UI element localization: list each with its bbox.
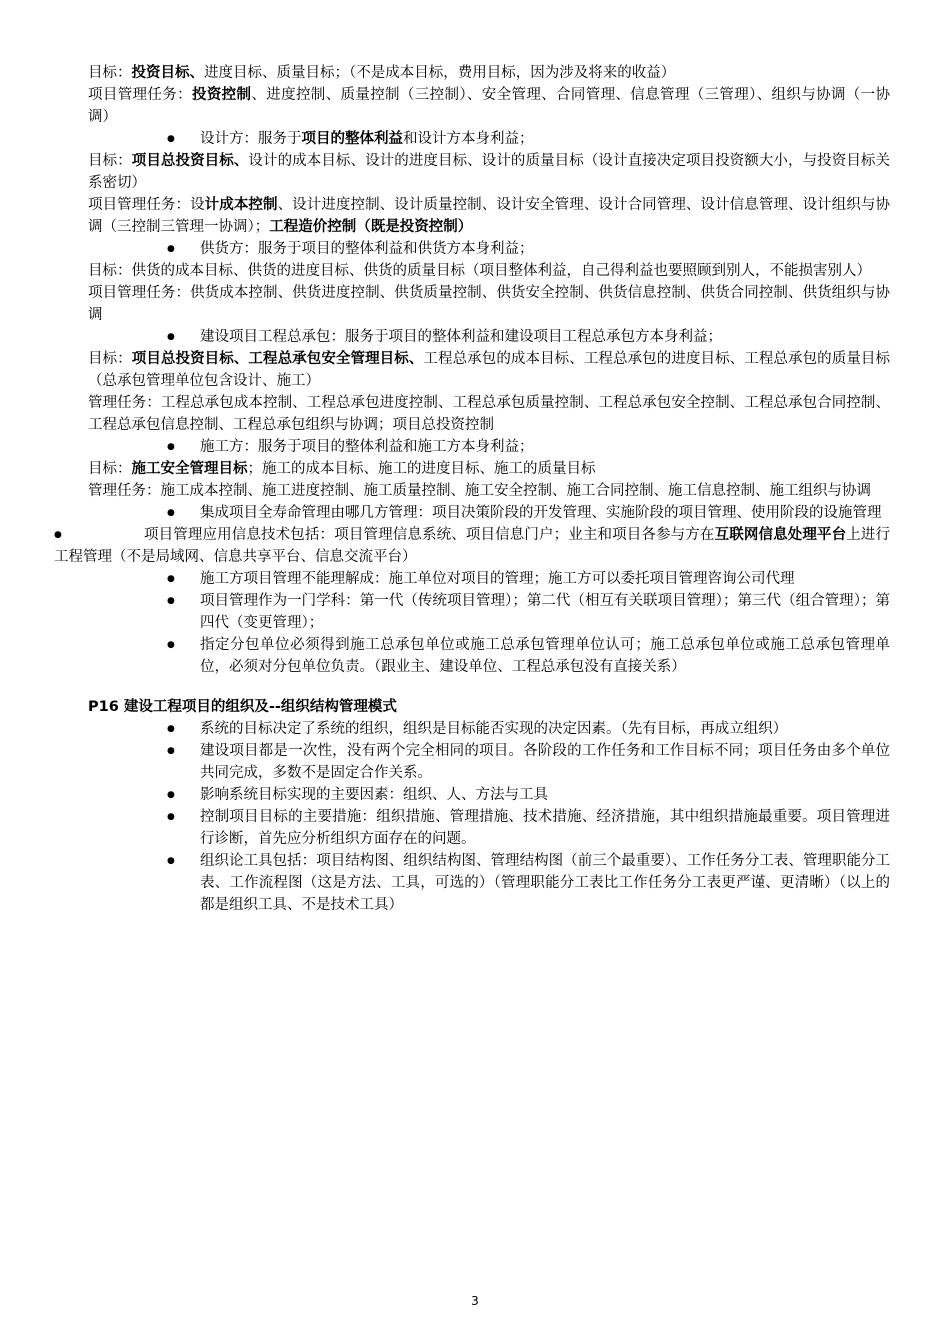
bullet-item xyxy=(200,718,890,740)
bullet-item xyxy=(200,128,890,150)
bold-text: 互联网信息处理平台 xyxy=(714,527,847,543)
page-number: 3 xyxy=(471,1294,479,1308)
bullet-item xyxy=(200,740,890,784)
paragraph xyxy=(88,84,890,128)
bold-text: 计成本控制 xyxy=(204,197,278,213)
text: 影响系统目标实现的主要因素：组织、人、方法与工具 xyxy=(200,787,548,803)
text: 和设计方本身利益； xyxy=(403,131,534,147)
paragraph xyxy=(88,348,890,392)
text: 集成项目全寿命管理由哪几方管理：项目决策阶段的开发管理、实施阶段的项目管理、使用阶段的设施管理 xyxy=(200,505,882,521)
paragraph xyxy=(88,150,890,194)
bullet-item xyxy=(200,238,890,260)
bold-text: 项目总投资目标、 xyxy=(131,153,249,169)
bullet-item xyxy=(200,326,890,348)
text: 进度目标、质量目标；（不是成本目标，费用目标，因为涉及将来的收益） xyxy=(204,65,676,81)
document-body xyxy=(0,62,950,916)
bold-text: 投资目标、 xyxy=(131,65,204,81)
bullet-item xyxy=(200,590,890,634)
text: 设计方：服务于 xyxy=(200,131,302,147)
paragraph xyxy=(88,480,890,502)
text: 、进度控制、质量控制（三控制）、安全管理、合同管理、信息管理（三管理）、组织与协调（一协调） xyxy=(88,87,891,125)
text: 项目管理应用信息技术包括：项目管理信息系统、项目信息门户；业主和项目各参与方在 xyxy=(144,527,715,543)
text: 管理任务：施工成本控制、施工进度控制、施工质量控制、施工安全控制、施工合同控制、施工信息控制、施工组织与协调 xyxy=(88,483,871,499)
paragraph xyxy=(88,282,890,326)
bold-text: P16 建设工程项目的组织及--组织结构管理模式 xyxy=(88,699,397,715)
text: ；施工的成本目标、施工的进度目标、施工的质量目标 xyxy=(247,461,596,477)
text: 管理任务：工程总承包成本控制、工程总承包进度控制、工程总承包质量控制、工程总承包安全控制、工程总承包合同控制、工程总承包信息控制、工程总承包组织与协调；项目总投资控制 xyxy=(88,395,890,433)
text: 、设计进度控制、设计质量控制、设计安全管理、设计合同管理、设计信息管理、设计组织与协调（三控制三管理一协调）； xyxy=(88,197,891,235)
text: 目标： xyxy=(88,461,132,477)
text: 供货方：服务于项目的整体利益和供货方本身利益； xyxy=(200,241,534,257)
text: 目标：供货的成本目标、供货的进度目标、供货的质量目标（项目整体利益，自己得利益也要照顾到别人，不能损害别人） xyxy=(88,263,871,279)
text: 建设项目都是一次性，没有两个完全相同的项目。各阶段的工作任务和工作目标不同；项目任务由多个单位共同完成，多数不是固定合作关系。 xyxy=(200,743,890,781)
bold-text: 施工安全管理目标 xyxy=(131,461,248,477)
paragraph xyxy=(88,458,890,480)
bullet-item xyxy=(200,784,890,806)
bold-text: 项目总投资目标、工程总承包安全管理目标、 xyxy=(131,351,424,367)
text: 目标： xyxy=(88,65,132,81)
section-heading xyxy=(88,696,890,718)
paragraph xyxy=(88,62,890,84)
paragraph xyxy=(88,260,890,282)
text: 目标： xyxy=(88,153,132,169)
paragraph xyxy=(88,194,890,238)
bullet-item xyxy=(200,806,890,850)
text: 项目管理任务：设 xyxy=(88,197,205,213)
text: 设计的成本目标、设计的进度目标、设计的质量目标（设计直接决定项目投资额大小，与投资目标关系密切） xyxy=(88,153,891,191)
text: 项目管理作为一门学科：第一代（传统项目管理）；第二代（相互有关联项目管理）；第三代（组合管理）；第四代（变更管理）； xyxy=(200,593,890,631)
bullet-item xyxy=(200,568,890,590)
bold-text: 项目的整体利益 xyxy=(301,131,403,147)
text: 建设项目工程总承包：服务于项目的整体利益和建设项目工程总承包方本身利益； xyxy=(200,329,722,345)
text: 组织论工具包括：项目结构图、组织结构图、管理结构图（前三个最重要）、工作任务分工表、管理职能分工表、工作流程图（这是方法、工具，可选的）（管理职能分工表比工作任务分工表更严谨、更清晰）（以上的都是组织工具、不是技术工具） xyxy=(200,853,890,913)
bold-text: 工程造价控制（既是投资控制） xyxy=(269,219,473,235)
bullet-item xyxy=(200,850,890,916)
bullet-item xyxy=(200,502,890,524)
bullet-item-outdented xyxy=(54,524,890,568)
bullet-item xyxy=(200,436,890,458)
text: 项目管理任务：供货成本控制、供货进度控制、供货质量控制、供货安全控制、供货信息控制、供货合同控制、供货组织与协调 xyxy=(88,285,890,323)
bold-text: 投资控制 xyxy=(191,87,252,103)
text: 施工方项目管理不能理解成：施工单位对项目的管理；施工方可以委托项目管理咨询公司代理 xyxy=(200,571,795,587)
text: 系统的目标决定了系统的组织，组织是目标能否实现的决定因素。（先有目标，再成立组织） xyxy=(200,721,788,737)
text: 工程总承包的成本目标、工程总承包的进度目标、工程总承包的质量目标（总承包管理单位包含设计、施工） xyxy=(88,351,891,389)
text: 目标： xyxy=(88,351,132,367)
text: 控制项目目标的主要措施：组织措施、管理措施、技术措施、经济措施，其中组织措施最重要。项目管理进行诊断，首先应分析组织方面存在的问题。 xyxy=(200,809,890,847)
text: 上进行工程管理（不是局域网、信息共享平台、信息交流平台） xyxy=(54,527,891,565)
text: 施工方：服务于项目的整体利益和施工方本身利益； xyxy=(200,439,534,455)
paragraph xyxy=(88,392,890,436)
bullet-item xyxy=(200,634,890,678)
text: 指定分包单位必须得到施工总承包单位或施工总承包管理单位认可；施工总承包单位或施工总承包管理单位，必须对分包单位负责。（跟业主、建设单位、工程总承包没有直接关系） xyxy=(200,637,890,675)
text: 项目管理任务： xyxy=(88,87,192,103)
